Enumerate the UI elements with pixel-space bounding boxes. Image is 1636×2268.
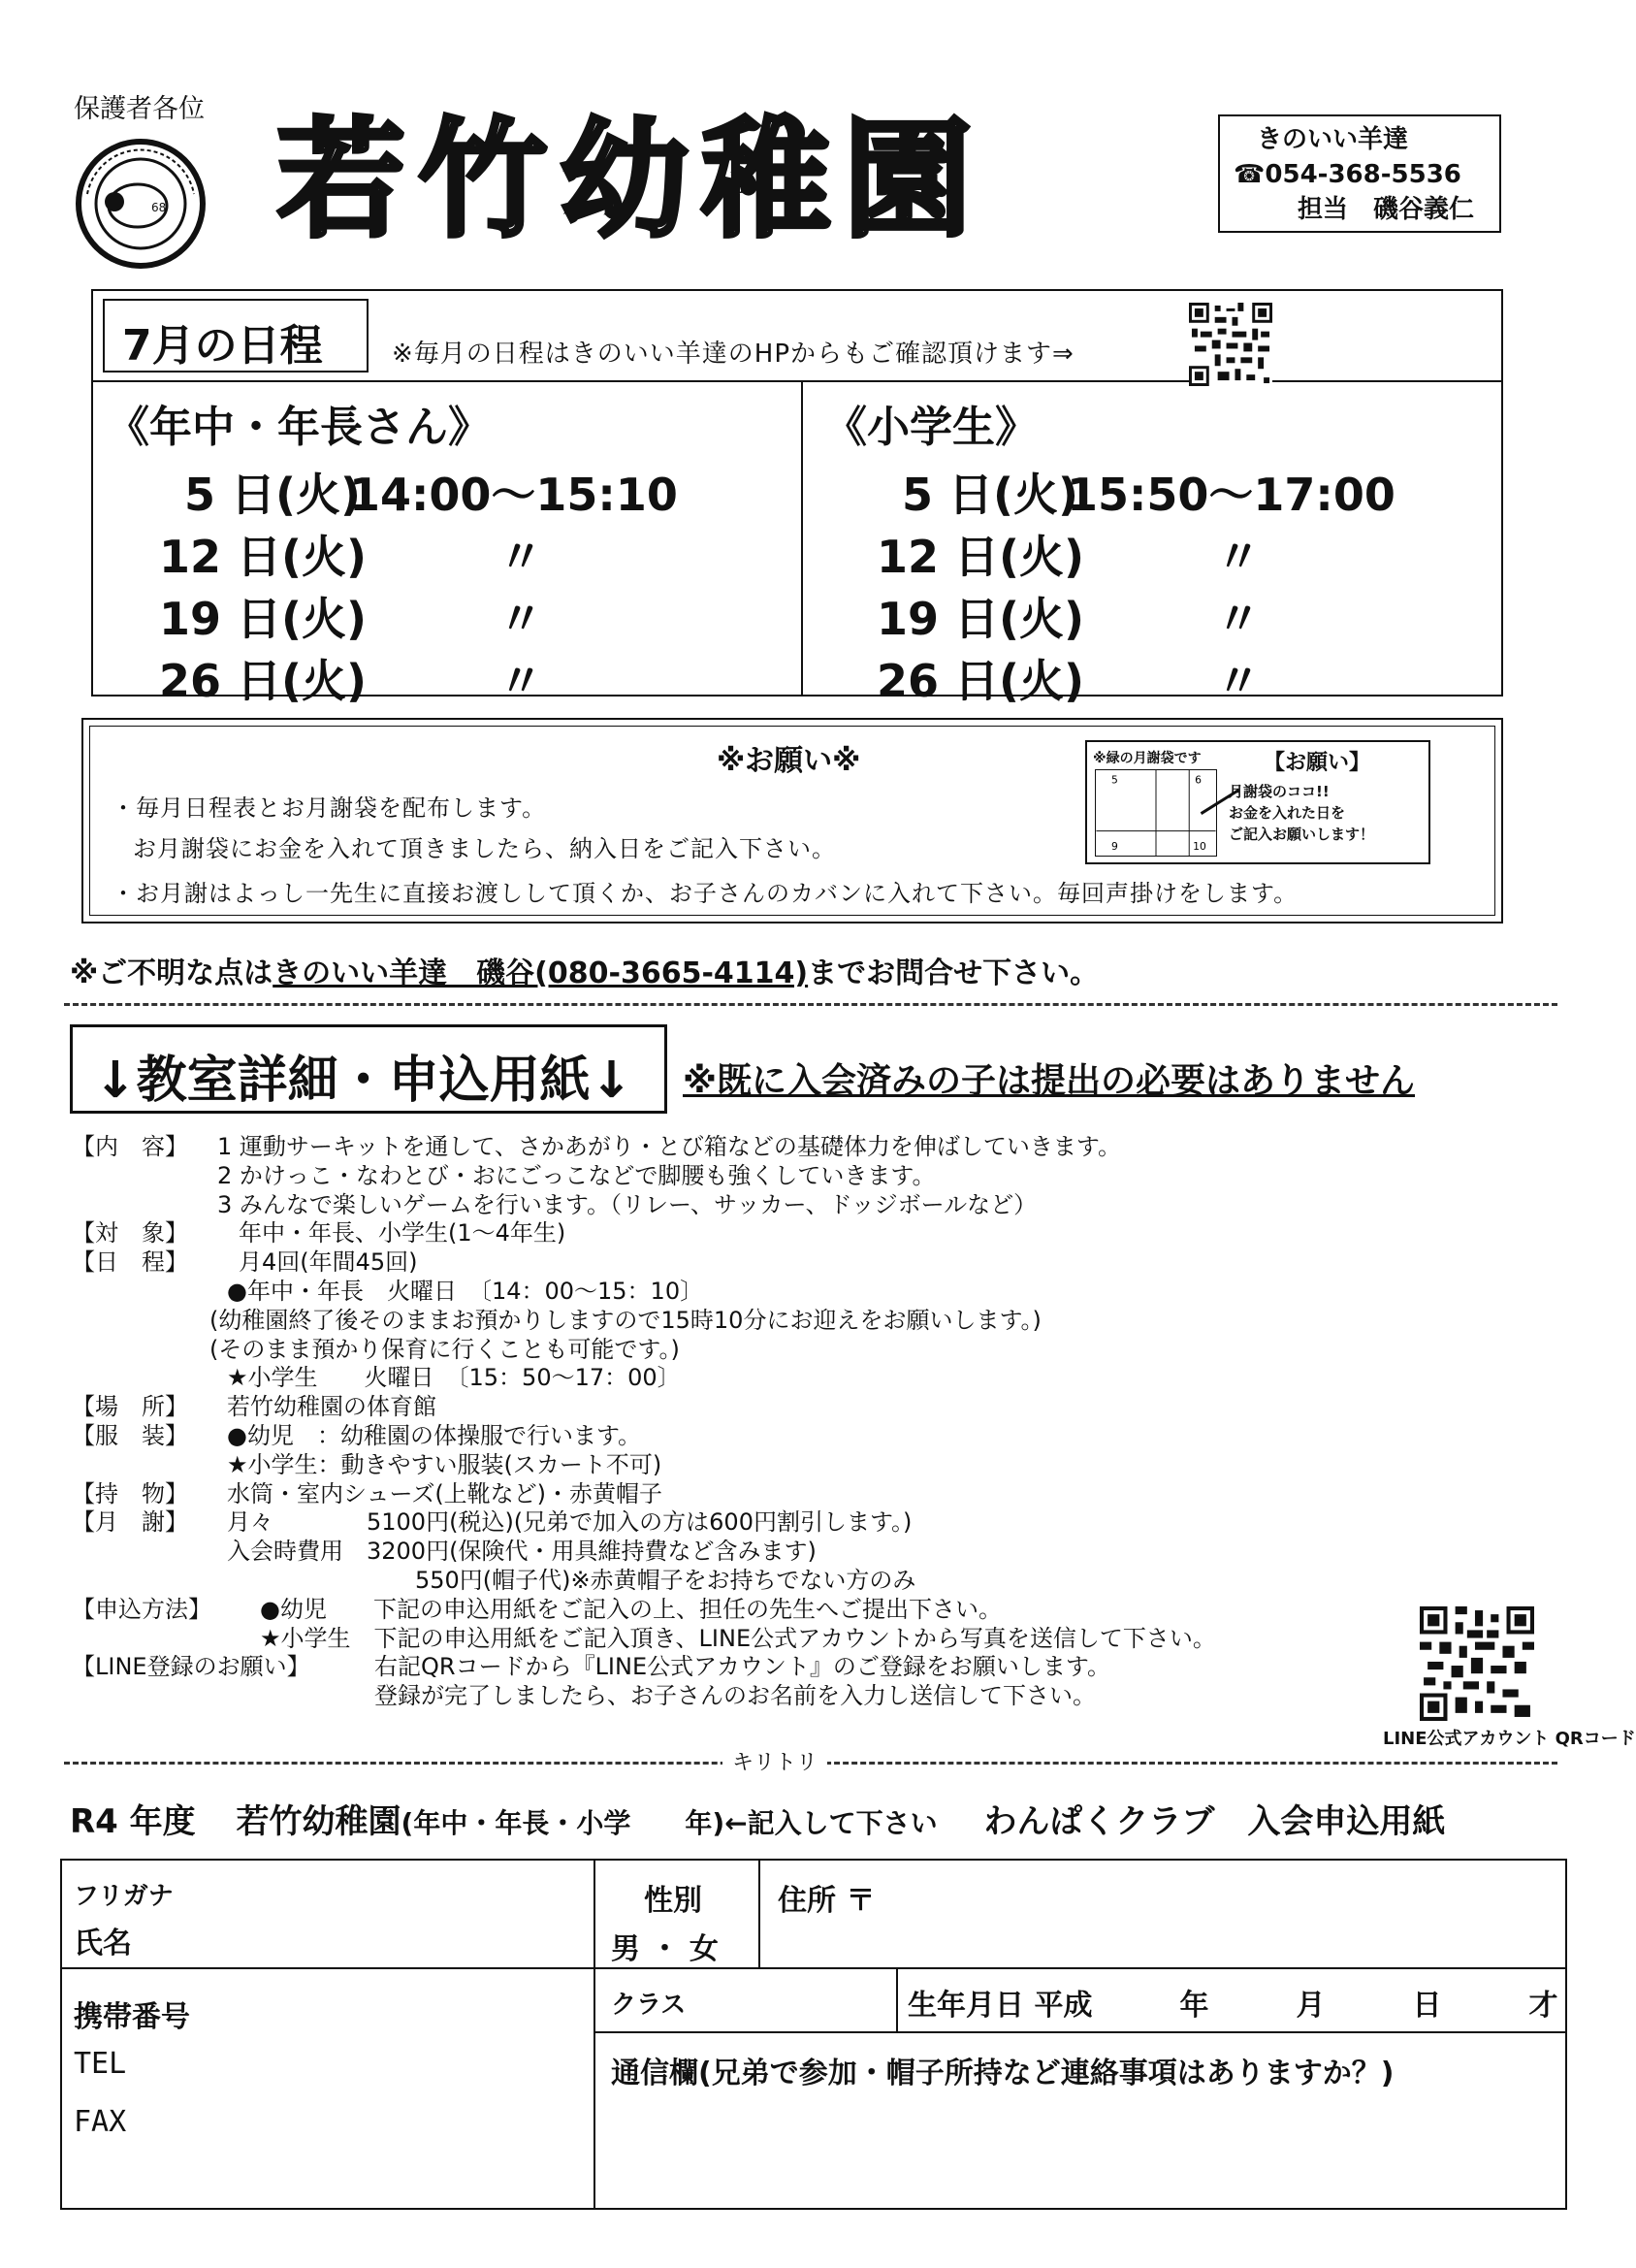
details-row-key: 【日 程】 — [72, 1248, 188, 1277]
details-row-key: 【服 装】 — [72, 1421, 188, 1449]
details-row-value: 登録が完了しましたら、お子さんのお名前を入力し送信して下さい。 — [374, 1682, 1096, 1710]
form-grade-note: (年中・年長・小学 年)←記入して下さい — [401, 1807, 938, 1839]
schedule-time: 〃 — [498, 593, 543, 645]
svg-text:5: 5 — [1111, 773, 1118, 787]
details-row-value: 月々 5100円(税込)(兄弟で加入の方は600円割引します。) — [227, 1508, 913, 1537]
schedule-row — [824, 460, 1503, 522]
mobile-label: 携帯番号 — [74, 2000, 190, 2034]
request-title: ※お願い※ — [717, 744, 861, 778]
schedule-date: 26 日(火) — [877, 655, 1085, 707]
details-row — [72, 1278, 1497, 1307]
details-row-value: 3 みんなで楽しいゲームを行います。（リレー、サッカー、ドッジボールなど） — [217, 1190, 1038, 1218]
schedule-elementary-heading: 《小学生》 — [824, 403, 1038, 452]
envelope-slip-icon — [1095, 769, 1217, 857]
line-qr-label: LINE公式アカウント QRコード — [1383, 1729, 1636, 1749]
schedule-row — [107, 646, 786, 708]
schedule-row — [107, 460, 786, 522]
details-row-value: (幼稚園終了後そのままお預かりしますので15時10分にお迎えをお願いします。) — [209, 1306, 1042, 1334]
schedule-time: 〃 — [1216, 593, 1261, 645]
schedule-elementary — [824, 392, 1503, 708]
schedule-time: 14:00～15:10 — [349, 469, 678, 521]
form-club: わんぱくクラブ 入会申込用紙 — [983, 1802, 1446, 1841]
request-line: お月謝袋にお金を入れて頂きましたら、納入日をご記入下さい。 — [133, 835, 836, 862]
class-label: クラス — [611, 1991, 687, 2020]
details-row-value: ★小学生 火曜日 〔15：50～17：00〕 — [227, 1364, 681, 1392]
schedule-kindergarten — [107, 392, 786, 708]
details-row — [72, 1653, 1497, 1682]
details-row-value: 若竹幼稚園の体育館 — [227, 1393, 436, 1421]
details-row — [72, 1508, 1497, 1538]
schedule-row — [824, 584, 1503, 646]
guardians-label: 保護者各位 — [74, 94, 205, 124]
form-school: 若竹幼稚園 — [236, 1802, 401, 1841]
contact-org: きのいい羊達 — [1257, 125, 1409, 154]
svg-text:6: 6 — [1195, 773, 1202, 787]
schedule-date: 12 日(火) — [877, 531, 1085, 583]
schedule-date: 26 日(火) — [159, 655, 368, 707]
details-row — [72, 1480, 1497, 1509]
notes-label: 通信欄(兄弟で参加・帽子所持など連絡事項はありますか？) — [611, 2057, 1395, 2090]
details-row-value: 水筒・室内シューズ(上靴など)・赤黄帽子 — [227, 1479, 663, 1507]
details-row — [72, 1307, 1497, 1336]
schedule-kindergarten-heading: 《年中・年長さん》 — [107, 403, 491, 452]
birthday-label: 生年月日 平成 年 月 日 才 — [908, 1989, 1558, 2023]
request-inner — [89, 726, 1495, 916]
details-row — [72, 1393, 1497, 1422]
details-title: ↓教室詳細・申込用紙↓ — [94, 1052, 633, 1110]
inquiry-prefix: ※ご不明な点は — [70, 956, 273, 990]
details-row-key: 【LINE登録のお願い】 — [72, 1653, 310, 1681]
schedule-row — [824, 646, 1503, 708]
envelope-text — [1229, 781, 1374, 845]
hp-qr-code[interactable] — [1189, 303, 1272, 386]
details-row-value: 1 運動サーキットを通して、さかあがり・とび箱などの基礎体力を伸ばしていきます。 — [217, 1133, 1122, 1160]
details-row-value: 550円(帽子代)※赤黄帽子をお持ちでない方のみ — [415, 1566, 916, 1594]
details-row-value: 右記QRコードから『LINE公式アカウント』のご登録をお願いします。 — [374, 1653, 1110, 1681]
schedule-time: 〃 — [498, 655, 543, 707]
schedule-time: 〃 — [498, 531, 543, 583]
schedule-note: ※毎月の日程はきのいい羊達のHPからもご確認頂けます⇒ — [392, 340, 1075, 369]
details-row — [72, 1191, 1497, 1220]
envelope-text-line: ご記入お願いします！ — [1229, 826, 1375, 843]
address-label: 住所 〒 — [778, 1884, 876, 1918]
cut-line-label: キリトリ — [722, 1746, 827, 1776]
details-row-value: ●幼児 ：幼稚園の体操服で行います。 — [227, 1421, 642, 1449]
tel-label: TEL — [74, 2047, 127, 2081]
request-box — [81, 718, 1503, 923]
details-title-box — [70, 1024, 667, 1114]
schedule-date: 19 日(火) — [159, 593, 368, 645]
details-row — [72, 1162, 1497, 1191]
furigana-label: フリガナ — [74, 1882, 174, 1911]
details-row — [72, 1451, 1497, 1480]
details-row — [72, 1596, 1497, 1625]
contact-phone: ☎054-368-5536 — [1234, 160, 1461, 189]
name-label: 氏名 — [74, 1927, 132, 1960]
svg-text:10: 10 — [1193, 840, 1206, 854]
schedule-row — [824, 522, 1503, 584]
details-list — [72, 1133, 1497, 1711]
contact-person: 担当 磯谷義仁 — [1298, 195, 1475, 224]
details-row — [72, 1538, 1497, 1567]
address-field[interactable] — [760, 1861, 1565, 1967]
divider-dashed — [64, 1003, 1557, 1006]
schedule-divider — [801, 382, 803, 697]
inquiry-suffix: までお問合せ下さい。 — [808, 956, 1100, 990]
details-row-value: 年中・年長、小学生(1～4年生) — [239, 1219, 566, 1247]
schedule-title: 7月の日程 — [122, 321, 323, 371]
schedule-time: 15:50～17:00 — [1067, 469, 1395, 521]
details-row — [72, 1219, 1497, 1248]
envelope-title: 【お願い】 — [1264, 751, 1371, 775]
details-row-key: 【対 象】 — [72, 1219, 188, 1247]
fax-label: FAX — [74, 2105, 127, 2139]
inquiry-contact: きのいい羊達 磯谷(080-3665-4114) — [273, 956, 809, 990]
envelope-illustration — [1085, 740, 1430, 864]
no-submit-note: ※既に入会済みの子は提出の必要はありません — [683, 1061, 1415, 1101]
line-qr-code[interactable] — [1420, 1606, 1534, 1721]
gender-label: 性別 — [644, 1884, 702, 1918]
schedule-date: 5 日(火) — [902, 469, 1079, 521]
form-year: R4 年度 — [70, 1802, 196, 1841]
school-title: 若竹幼稚園 — [277, 105, 985, 255]
contact-box — [1218, 114, 1501, 233]
details-row-key: 【持 物】 — [72, 1479, 188, 1507]
schedule-date: 19 日(火) — [877, 593, 1085, 645]
details-row-key: 【場 所】 — [72, 1393, 188, 1421]
svg-text:9: 9 — [1111, 840, 1118, 854]
details-row — [72, 1248, 1497, 1278]
request-line: ・お月謝はよっし一先生に直接お渡しして頂くか、お子さんのカバンに入れて下さい。毎回声掛けをします。 — [112, 880, 1299, 907]
details-row — [72, 1682, 1497, 1711]
details-row-key: 【申込方法】 — [72, 1595, 211, 1623]
details-row — [72, 1422, 1497, 1451]
envelope-slip-label: ※緑の月謝袋です — [1093, 751, 1202, 766]
details-row-value: (そのまま預かり保育に行くことも可能です。) — [209, 1335, 680, 1363]
schedule-row — [107, 522, 786, 584]
details-row — [72, 1336, 1497, 1365]
details-row-value: 月4回(年間45回) — [239, 1248, 418, 1277]
details-row-key: 【内 容】 — [72, 1133, 188, 1160]
inquiry-note — [70, 949, 1099, 991]
schedule-date: 5 日(火) — [184, 469, 362, 521]
details-row-key: 【月 謝】 — [72, 1508, 188, 1537]
application-form — [60, 1859, 1567, 2210]
details-row — [72, 1364, 1497, 1393]
envelope-text-line: 月謝袋のココ!! — [1229, 783, 1330, 800]
details-row — [72, 1625, 1497, 1654]
details-row-value: ●幼児 下記の申込用紙をご記入の上、担任の先生へご提出下さい。 — [260, 1595, 1002, 1623]
schedule-header — [93, 291, 1501, 382]
name-field[interactable] — [62, 1861, 593, 1967]
schedule-title-box — [103, 299, 369, 373]
schedule-time: 〃 — [1216, 531, 1261, 583]
details-row-value: 入会時費用 3200円(保険代・用具維持費など含みます) — [227, 1538, 817, 1566]
details-row-value: ●年中・年長 火曜日 〔14：00～15：10〕 — [227, 1277, 704, 1305]
details-row-value: ★小学生：動きやすい服装(スカート不可) — [227, 1450, 662, 1478]
envelope-text-line: お金を入れた日を — [1229, 804, 1346, 822]
schedule-box — [91, 289, 1503, 707]
details-row-value: ★小学生 下記の申込用紙をご記入頂き、LINE公式アカウントから写真を送信して下さい。 — [260, 1624, 1216, 1652]
club-logo — [68, 136, 213, 272]
details-row — [72, 1133, 1497, 1162]
gender-options[interactable]: 男 ・ 女 — [611, 1932, 719, 1966]
schedule-date: 12 日(火) — [159, 531, 368, 583]
svg-text:68: 68 — [151, 201, 167, 214]
schedule-row — [107, 584, 786, 646]
request-line: ・毎月日程表とお月謝袋を配布します。 — [112, 794, 547, 822]
details-row-value: 2 かけっこ・なわとび・おにごっこなどで脚腰も強くしていきます。 — [217, 1161, 936, 1189]
schedule-time: 〃 — [1216, 655, 1261, 707]
details-row — [72, 1567, 1497, 1596]
form-heading — [70, 1795, 1445, 1842]
